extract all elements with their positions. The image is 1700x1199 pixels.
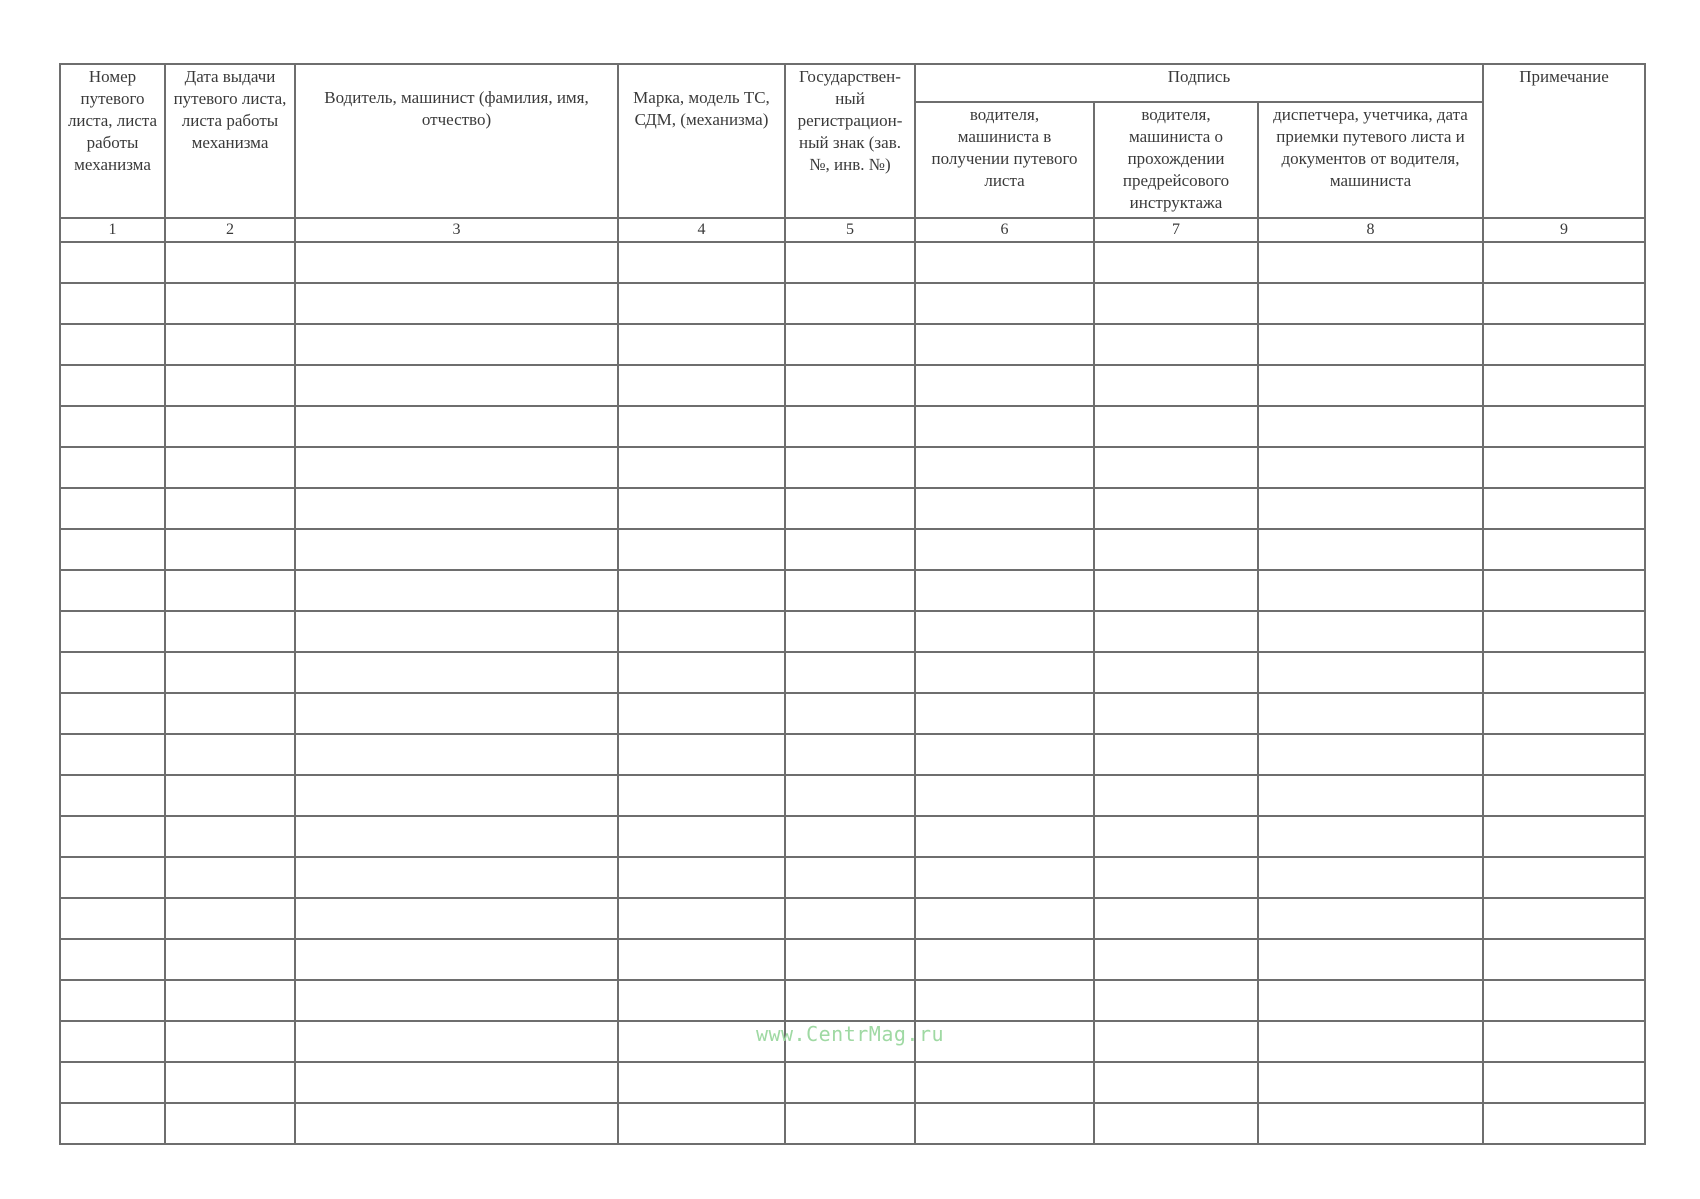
empty-cell	[1483, 283, 1645, 324]
empty-cell	[60, 570, 165, 611]
empty-cell	[1258, 980, 1483, 1021]
table-row	[60, 939, 1645, 980]
empty-cell	[295, 365, 618, 406]
header-registration-plate: Государствен-ный регистрацион-ный знак (зав. №, инв. №)	[785, 64, 915, 218]
empty-cell	[618, 1062, 785, 1103]
empty-cell	[165, 898, 295, 939]
empty-cell	[295, 529, 618, 570]
empty-cell	[618, 283, 785, 324]
empty-cell	[1483, 1103, 1645, 1144]
table-row	[60, 652, 1645, 693]
empty-cell	[1258, 324, 1483, 365]
empty-cell	[60, 898, 165, 939]
table-row	[60, 365, 1645, 406]
empty-cell	[60, 365, 165, 406]
table-row	[60, 447, 1645, 488]
empty-cell	[165, 980, 295, 1021]
empty-cell	[1094, 324, 1258, 365]
column-number-cell: 2	[165, 218, 295, 242]
empty-cell	[1258, 406, 1483, 447]
empty-cell	[165, 1062, 295, 1103]
journal-sheet	[59, 63, 1644, 1145]
empty-cell	[1094, 734, 1258, 775]
empty-cell	[295, 734, 618, 775]
empty-cell	[60, 447, 165, 488]
empty-cell	[618, 857, 785, 898]
empty-cell	[165, 365, 295, 406]
empty-cell	[60, 611, 165, 652]
empty-cell	[165, 857, 295, 898]
empty-cell	[785, 324, 915, 365]
empty-cell	[1094, 570, 1258, 611]
empty-cell	[60, 693, 165, 734]
empty-cell	[60, 1103, 165, 1144]
empty-cell	[165, 406, 295, 447]
table-row	[60, 488, 1645, 529]
empty-cell	[165, 447, 295, 488]
empty-cell	[618, 693, 785, 734]
empty-cell	[295, 570, 618, 611]
empty-cell	[785, 980, 915, 1021]
empty-cell	[1094, 939, 1258, 980]
empty-cell	[60, 816, 165, 857]
empty-cell	[785, 570, 915, 611]
empty-cell	[295, 898, 618, 939]
empty-cell	[165, 488, 295, 529]
empty-cell	[1483, 816, 1645, 857]
empty-cell	[785, 1062, 915, 1103]
empty-cell	[1258, 857, 1483, 898]
column-number-cell: 6	[915, 218, 1094, 242]
empty-cell	[165, 816, 295, 857]
empty-cell	[1258, 570, 1483, 611]
table-row	[60, 980, 1645, 1021]
column-number-cell: 5	[785, 218, 915, 242]
empty-cell	[1094, 488, 1258, 529]
empty-cell	[165, 652, 295, 693]
empty-cell	[165, 734, 295, 775]
empty-cell	[60, 283, 165, 324]
empty-cell	[1483, 1062, 1645, 1103]
empty-cell	[60, 734, 165, 775]
empty-cell	[295, 283, 618, 324]
empty-cell	[915, 734, 1094, 775]
empty-cell	[295, 857, 618, 898]
empty-cell	[1094, 816, 1258, 857]
empty-cell	[1483, 611, 1645, 652]
empty-cell	[618, 980, 785, 1021]
table-row	[60, 324, 1645, 365]
empty-cell	[915, 324, 1094, 365]
empty-cell	[1094, 611, 1258, 652]
table-row	[60, 406, 1645, 447]
empty-cell	[915, 1103, 1094, 1144]
empty-cell	[785, 529, 915, 570]
empty-cell	[785, 898, 915, 939]
empty-cell	[618, 324, 785, 365]
header-driver-name: Водитель, машинист (фамилия, имя, отчество)	[295, 64, 618, 218]
journal-body	[60, 242, 1645, 1144]
empty-cell	[165, 324, 295, 365]
empty-cell	[60, 1062, 165, 1103]
column-number-cell: 1	[60, 218, 165, 242]
empty-cell	[1258, 1062, 1483, 1103]
empty-cell	[1258, 365, 1483, 406]
empty-cell	[915, 775, 1094, 816]
empty-cell	[1483, 939, 1645, 980]
empty-cell	[785, 857, 915, 898]
empty-cell	[1094, 898, 1258, 939]
empty-cell	[785, 693, 915, 734]
empty-cell	[915, 693, 1094, 734]
empty-cell	[618, 242, 785, 283]
empty-cell	[618, 775, 785, 816]
empty-cell	[785, 488, 915, 529]
empty-cell	[785, 365, 915, 406]
empty-cell	[915, 447, 1094, 488]
empty-cell	[785, 242, 915, 283]
header-issue-date: Дата выдачи путевого листа, листа работы механизма	[165, 64, 295, 218]
empty-cell	[165, 570, 295, 611]
empty-cell	[1094, 693, 1258, 734]
empty-cell	[915, 283, 1094, 324]
table-row	[60, 898, 1645, 939]
empty-cell	[618, 898, 785, 939]
journal-table	[59, 63, 1646, 1145]
empty-cell	[915, 406, 1094, 447]
empty-cell	[1483, 775, 1645, 816]
column-number-cell: 9	[1483, 218, 1645, 242]
empty-cell	[1094, 775, 1258, 816]
empty-cell	[1483, 857, 1645, 898]
empty-cell	[295, 611, 618, 652]
empty-cell	[1094, 283, 1258, 324]
empty-cell	[1094, 529, 1258, 570]
empty-cell	[295, 652, 618, 693]
empty-cell	[618, 611, 785, 652]
empty-cell	[785, 406, 915, 447]
empty-cell	[1094, 980, 1258, 1021]
empty-cell	[785, 283, 915, 324]
empty-cell	[1483, 324, 1645, 365]
empty-cell	[1483, 488, 1645, 529]
empty-cell	[1483, 242, 1645, 283]
empty-cell	[1094, 857, 1258, 898]
header-signature-driver-briefing: водителя, машиниста о прохождении предрейсового инструктажа	[1094, 102, 1258, 218]
empty-cell	[618, 1103, 785, 1144]
empty-cell	[785, 816, 915, 857]
empty-cell	[1258, 1103, 1483, 1144]
empty-cell	[785, 939, 915, 980]
empty-cell	[1483, 980, 1645, 1021]
empty-cell	[1483, 447, 1645, 488]
empty-cell	[60, 242, 165, 283]
empty-cell	[60, 939, 165, 980]
empty-cell	[1258, 652, 1483, 693]
empty-cell	[295, 488, 618, 529]
empty-cell	[618, 734, 785, 775]
empty-cell	[915, 529, 1094, 570]
table-row	[60, 734, 1645, 775]
empty-cell	[618, 652, 785, 693]
empty-cell	[295, 447, 618, 488]
empty-cell	[1258, 447, 1483, 488]
empty-cell	[165, 242, 295, 283]
empty-cell	[295, 980, 618, 1021]
empty-cell	[915, 570, 1094, 611]
empty-cell	[1258, 775, 1483, 816]
empty-cell	[165, 529, 295, 570]
empty-cell	[60, 488, 165, 529]
empty-cell	[618, 816, 785, 857]
empty-cell	[785, 447, 915, 488]
empty-cell	[165, 611, 295, 652]
empty-cell	[295, 324, 618, 365]
empty-cell	[1094, 406, 1258, 447]
header-signature-dispatcher: диспетчера, учетчика, дата приемки путевого листа и документов от водителя, машиниста	[1258, 102, 1483, 218]
empty-cell	[915, 242, 1094, 283]
empty-cell	[60, 775, 165, 816]
empty-cell	[1258, 242, 1483, 283]
table-row	[60, 1062, 1645, 1103]
empty-cell	[915, 857, 1094, 898]
empty-cell	[618, 570, 785, 611]
empty-cell	[1483, 529, 1645, 570]
table-row	[60, 570, 1645, 611]
empty-cell	[1483, 734, 1645, 775]
header-waybill-number: Номер путевого листа, листа работы механизма	[60, 64, 165, 218]
empty-cell	[1483, 898, 1645, 939]
empty-cell	[915, 939, 1094, 980]
empty-cell	[915, 365, 1094, 406]
empty-cell	[1483, 365, 1645, 406]
header-vehicle-model: Марка, модель ТС, СДМ, (механизма)	[618, 64, 785, 218]
column-number-cell: 7	[1094, 218, 1258, 242]
table-row	[60, 1103, 1645, 1144]
empty-cell	[915, 980, 1094, 1021]
table-row	[60, 283, 1645, 324]
empty-cell	[1258, 816, 1483, 857]
empty-cell	[618, 939, 785, 980]
empty-cell	[1094, 242, 1258, 283]
empty-cell	[60, 324, 165, 365]
empty-cell	[618, 406, 785, 447]
empty-cell	[915, 1062, 1094, 1103]
empty-cell	[618, 488, 785, 529]
empty-cell	[915, 652, 1094, 693]
empty-cell	[1094, 365, 1258, 406]
table-row	[60, 611, 1645, 652]
empty-cell	[60, 980, 165, 1021]
empty-cell	[1258, 611, 1483, 652]
column-number-cell: 3	[295, 218, 618, 242]
empty-cell	[295, 693, 618, 734]
column-number-cell: 4	[618, 218, 785, 242]
empty-cell	[1258, 898, 1483, 939]
table-row	[60, 693, 1645, 734]
empty-cell	[1094, 1062, 1258, 1103]
table-row	[60, 775, 1645, 816]
empty-cell	[60, 652, 165, 693]
table-row	[60, 857, 1645, 898]
empty-cell	[295, 816, 618, 857]
empty-cell	[165, 1103, 295, 1144]
empty-cell	[295, 1103, 618, 1144]
empty-cell	[1258, 529, 1483, 570]
empty-cell	[1094, 652, 1258, 693]
empty-cell	[1258, 283, 1483, 324]
empty-cell	[165, 283, 295, 324]
empty-cell	[60, 857, 165, 898]
table-row	[60, 529, 1645, 570]
empty-cell	[295, 406, 618, 447]
empty-cell	[165, 939, 295, 980]
empty-cell	[785, 734, 915, 775]
empty-cell	[618, 447, 785, 488]
empty-cell	[1094, 447, 1258, 488]
table-row	[60, 816, 1645, 857]
empty-cell	[1483, 693, 1645, 734]
empty-cell	[1094, 1103, 1258, 1144]
empty-cell	[165, 775, 295, 816]
empty-cell	[915, 488, 1094, 529]
empty-cell	[1258, 693, 1483, 734]
empty-cell	[60, 529, 165, 570]
empty-cell	[295, 1062, 618, 1103]
column-number-cell: 8	[1258, 218, 1483, 242]
empty-cell	[785, 611, 915, 652]
empty-cell	[295, 939, 618, 980]
empty-cell	[915, 611, 1094, 652]
empty-cell	[1483, 570, 1645, 611]
empty-cell	[1258, 488, 1483, 529]
empty-cell	[1258, 939, 1483, 980]
table-row	[60, 242, 1645, 283]
empty-cell	[165, 693, 295, 734]
empty-cell	[785, 652, 915, 693]
empty-cell	[1258, 734, 1483, 775]
empty-cell	[785, 1103, 915, 1144]
header-notes: Примечание	[1483, 64, 1645, 218]
empty-cell	[60, 406, 165, 447]
watermark: www.CentrMag.ru	[755, 1022, 945, 1046]
empty-cell	[618, 365, 785, 406]
empty-cell	[295, 775, 618, 816]
header-signature-group: Подпись	[915, 64, 1483, 102]
empty-cell	[1483, 652, 1645, 693]
empty-cell	[295, 242, 618, 283]
empty-cell	[1483, 406, 1645, 447]
empty-cell	[915, 898, 1094, 939]
empty-cell	[785, 775, 915, 816]
empty-cell	[915, 816, 1094, 857]
header-signature-driver-receipt: водителя, машиниста в получении путевого листа	[915, 102, 1094, 218]
empty-cell	[618, 529, 785, 570]
